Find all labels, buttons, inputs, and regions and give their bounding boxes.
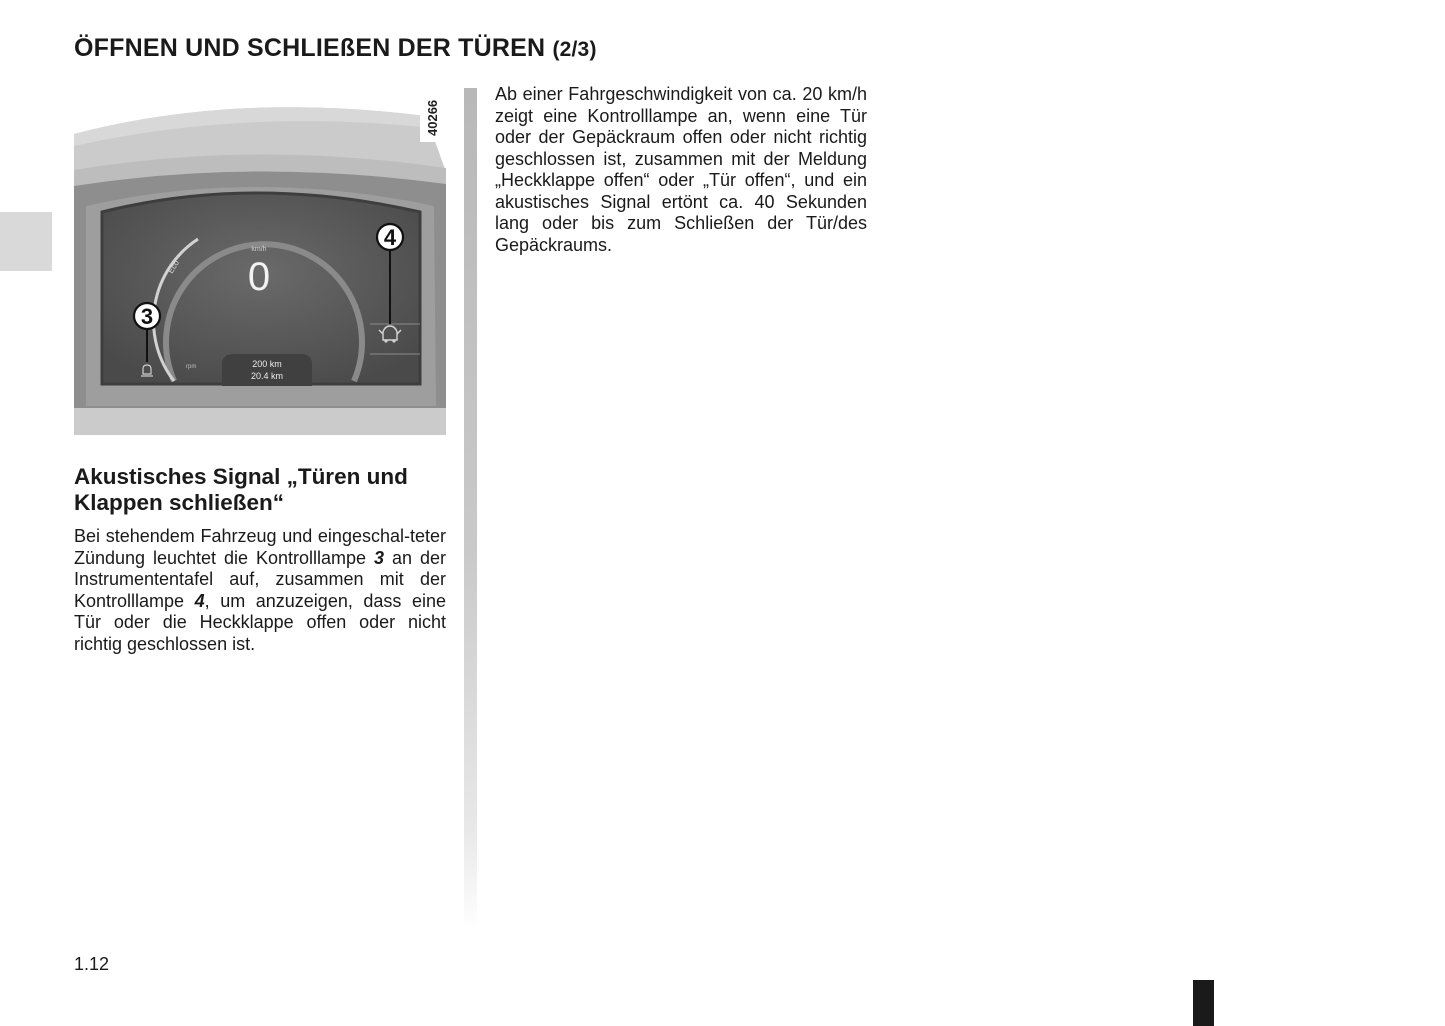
left-paragraph-part-2: an der Instrumententafel auf, zusammen mit der Kontrolllampe bbox=[74, 547, 447, 611]
reference-3: 3 bbox=[374, 547, 385, 568]
speed-value: 0 bbox=[247, 255, 271, 299]
range-readout: 200 km bbox=[252, 359, 282, 369]
callout-4: 4 bbox=[383, 225, 397, 250]
reference-4: 4 bbox=[194, 590, 205, 611]
left-paragraph bbox=[74, 526, 446, 655]
section-heading: Akustisches Signal „Türen und Klappen schließen“ bbox=[74, 464, 408, 515]
thumb-index-block bbox=[1193, 980, 1214, 1026]
eco-label: Eco bbox=[166, 258, 182, 276]
instrument-panel-illustration bbox=[74, 88, 446, 435]
instrument-panel-figure bbox=[74, 88, 446, 435]
image-code: 40266 bbox=[425, 99, 440, 136]
rpm-label: rpm bbox=[186, 364, 197, 370]
title-text: ÖFFNEN UND SCHLIEßEN DER TÜREN bbox=[74, 34, 546, 62]
page-title bbox=[74, 34, 597, 63]
title-page-part: (2/3) bbox=[552, 38, 597, 61]
column-divider bbox=[464, 88, 477, 930]
right-paragraph: Ab einer Fahrgeschwindigkeit von ca. 20 km/h zeigt eine Kontrolllampe an, wenn eine Tür oder der Gepäckraum offen oder nicht richtig geschlossen ist, zusammen mit der Meldung „Heckklappe offen“ oder „Tür offen“, und ein akustisches Signal ertönt ca. 40 Sekunden lang oder bis zum Schließen der Tür/des Gepäckraums. bbox=[495, 84, 867, 255]
trip-readout: 20.4 km bbox=[250, 371, 284, 381]
callout-3: 3 bbox=[140, 304, 154, 329]
left-paragraph-part-3: , um anzuzeigen, dass eine Tür oder die Heckklappe offen oder nicht richtig geschlossen ist. bbox=[74, 590, 447, 654]
page-number: 1.12 bbox=[74, 954, 110, 974]
section-tab bbox=[0, 212, 52, 271]
speed-unit: km/h bbox=[251, 246, 267, 253]
left-paragraph-part-1: Bei stehendem Fahrzeug und eingeschal-teter Zündung leuchtet die Kontrolllampe bbox=[74, 526, 446, 568]
